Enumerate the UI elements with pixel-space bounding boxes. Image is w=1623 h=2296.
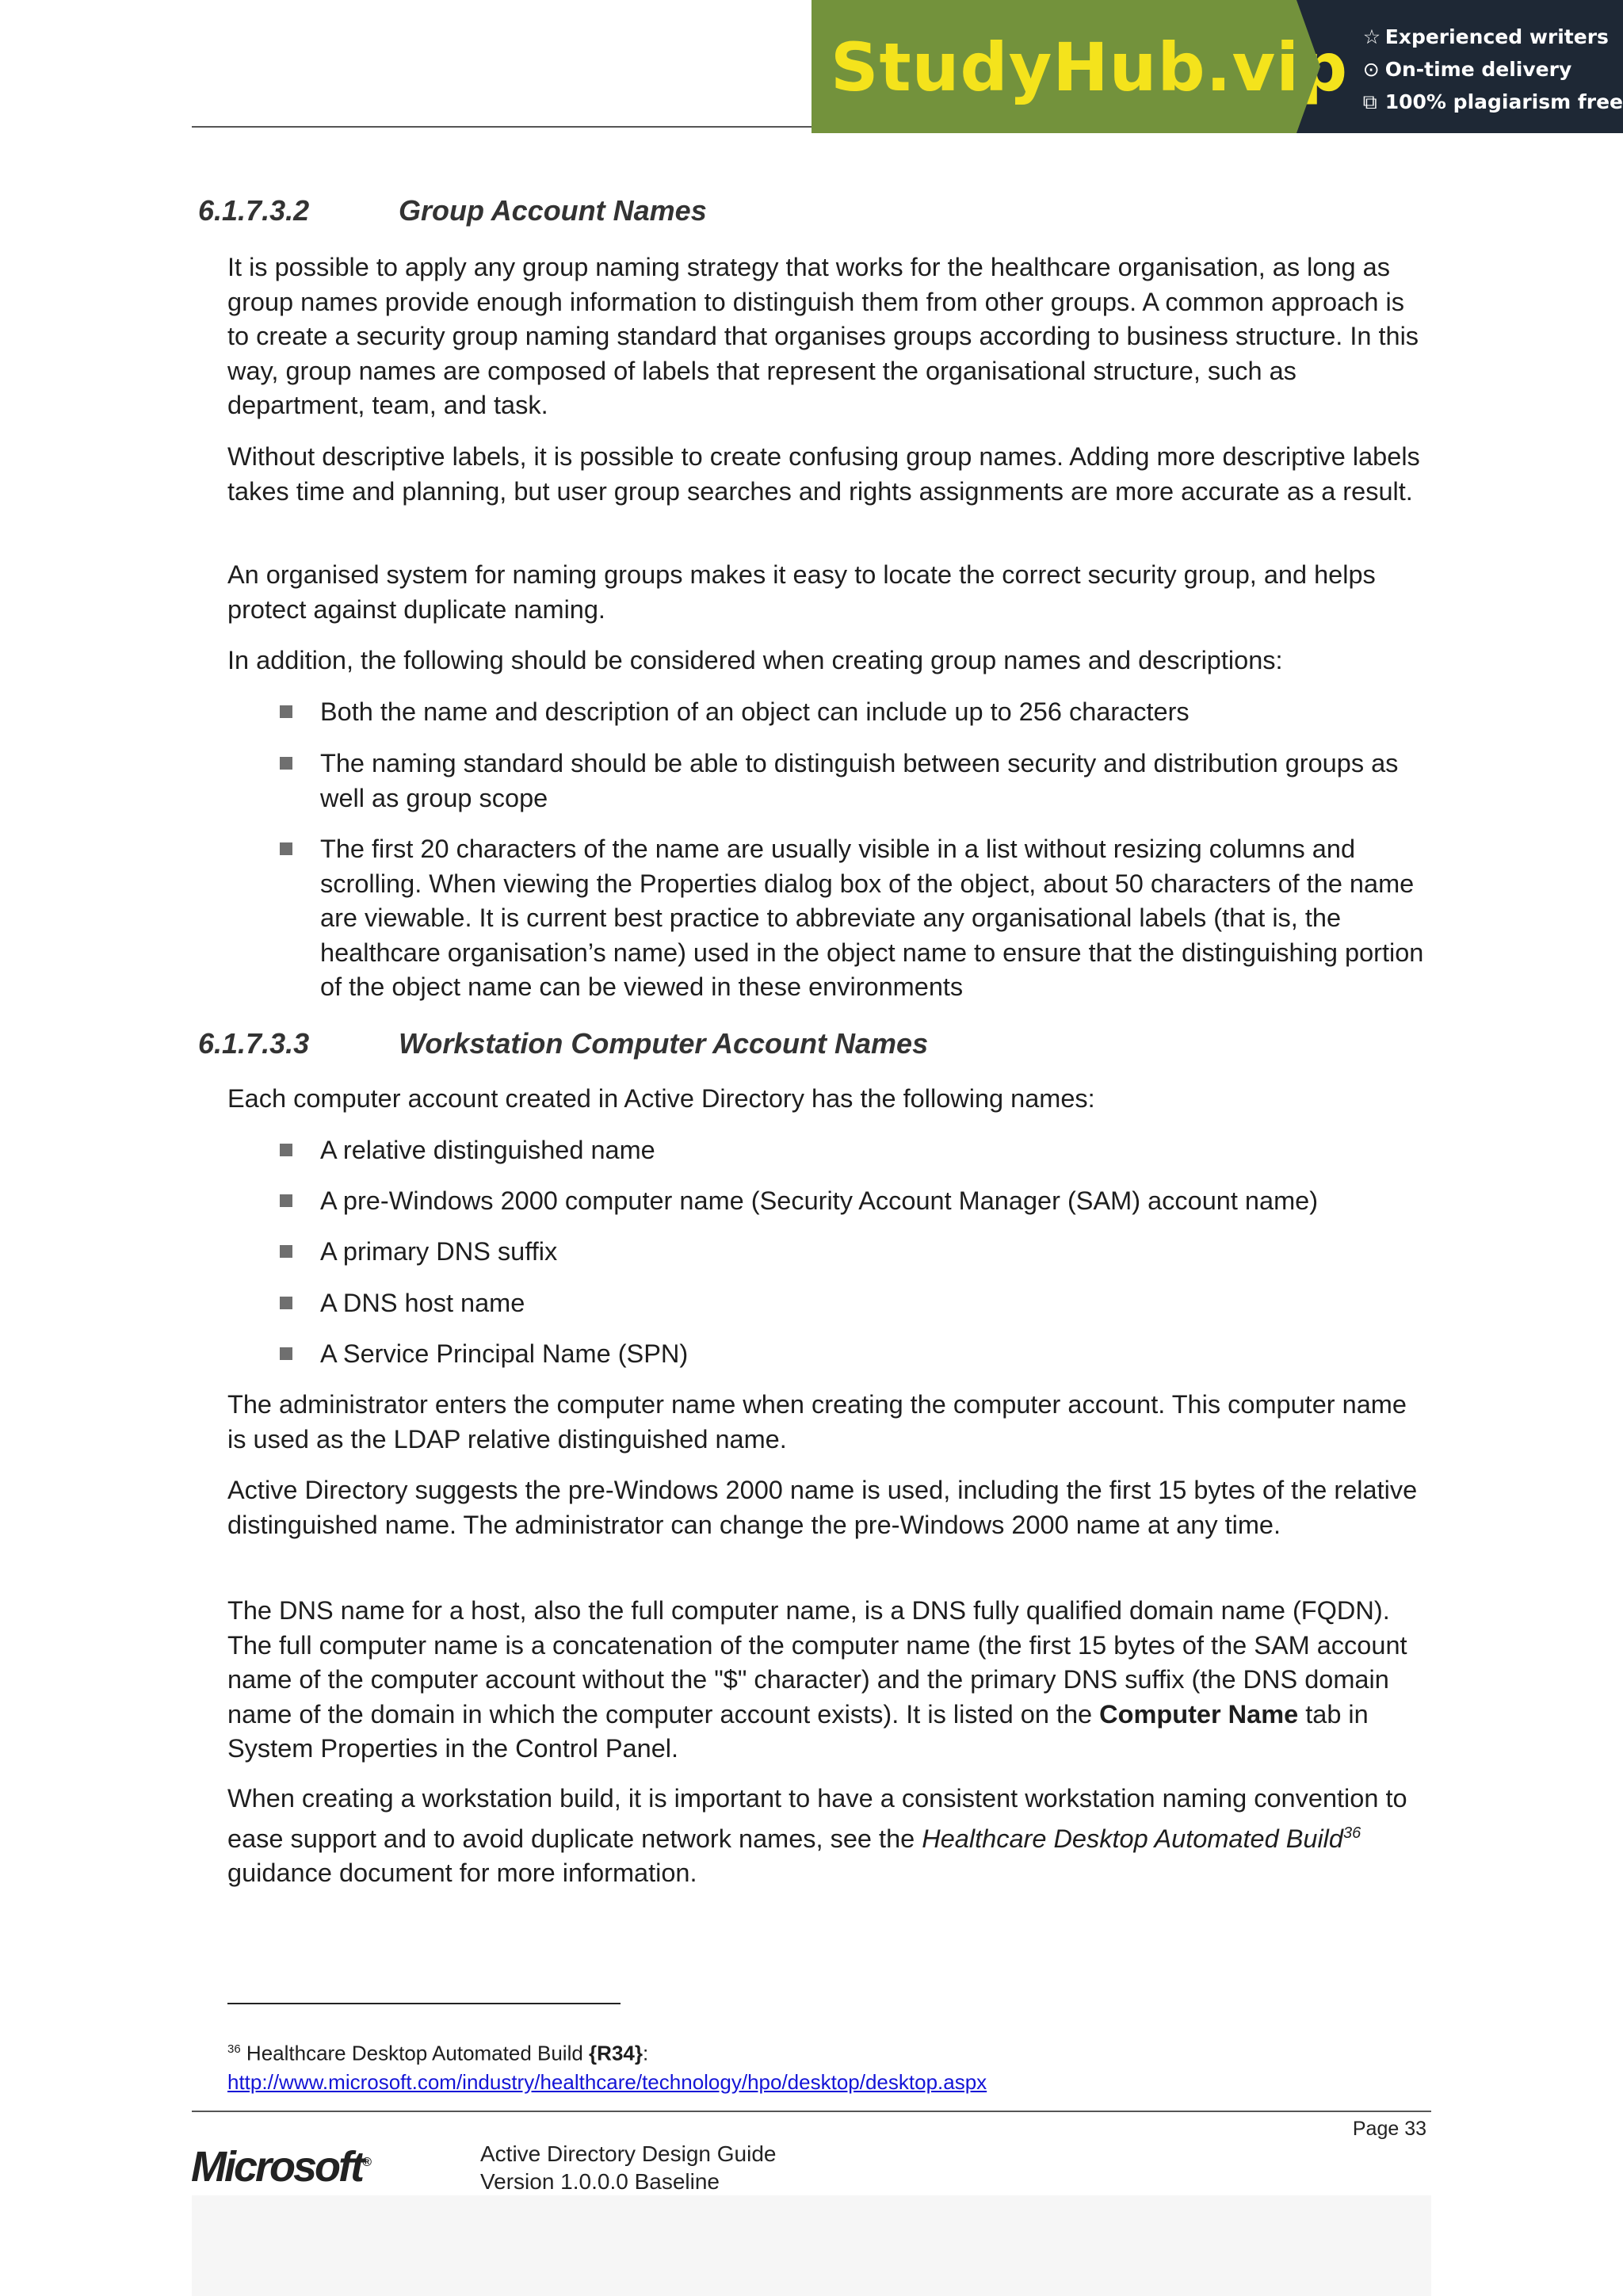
- footnote-ref: {R34}: [589, 2041, 643, 2065]
- ad-feature: [1363, 21, 1623, 53]
- paragraph: [227, 1594, 1432, 1767]
- footnote-colon: :: [642, 2041, 649, 2065]
- ad-brand-logo[interactable]: StudyHub.vip: [831, 29, 1349, 106]
- footer-shade: [192, 2195, 1431, 2296]
- bullet-square-icon: [280, 1245, 292, 1258]
- list-item-text: The first 20 characters of the name are usually visible in a list without resizing columns and scrolling. When viewing the Properties dialog box of the object, about 50 characters of the name are viewable. It is current best practice to abbreviate any organisational labels (that is, the healthcare organisation’s name) used in the object name to ensure that the distinguishing portion of the object name can be viewed in these environments: [320, 835, 1424, 1001]
- paragraph: The administrator enters the computer name when creating the computer account. This computer name is used as the LDAP relative distinguished name.: [227, 1390, 1407, 1454]
- bullet-square-icon: [280, 1297, 292, 1309]
- footnote-link[interactable]: http://www.microsoft.com/industry/healthcare/technology/hpo/desktop/desktop.aspx: [227, 2069, 987, 2094]
- paragraph-text: The DNS name for a host, also the full computer name, is a DNS fully qualified domain name (FQDN). The full computer name is a concatenation of the computer name (the first 15 bytes of the SAM account name of the computer account without the "$" character) and the primary DNS suffix (the DNS domain name of the domain in which the computer account exists). It is listed on the: [227, 1596, 1407, 1729]
- paragraph: In addition, the following should be considered when creating group names and descriptions:: [227, 646, 1283, 674]
- logo-text: Microsoft: [191, 2143, 362, 2191]
- ad-banner[interactable]: [812, 0, 1623, 133]
- star-icon: ☆: [1362, 25, 1381, 48]
- clock-icon: ⊙: [1362, 58, 1380, 81]
- footnote: [227, 2035, 987, 2096]
- list-item-text: A Service Principal Name (SPN): [320, 1339, 689, 1368]
- paragraph: It is possible to apply any group naming strategy that works for the healthcare organisation, as long as group names provide enough information to distinguish them from other groups. A common approach is to create a security group naming standard that organises groups according to business structure. In this way, group names are composed of labels that represent the organisational structure, such as department, team, and task.: [227, 253, 1419, 419]
- document-version: Version 1.0.0.0 Baseline: [480, 2169, 720, 2194]
- section-heading: [198, 1027, 928, 1060]
- ad-arrow: [1296, 0, 1320, 133]
- footer-document-info: [480, 2140, 776, 2195]
- paragraph-text: tab in System Properties in the Control Panel.: [227, 1699, 1369, 1763]
- paragraph: Without descriptive labels, it is possible to create confusing group names. Adding more descriptive labels takes time and planning, but user group searches and rights assignments are more accurate as a result.: [227, 442, 1420, 506]
- footer-rule: [192, 2111, 1431, 2112]
- list-item-text: A DNS host name: [320, 1289, 525, 1317]
- ad-feature: [1363, 53, 1623, 86]
- list-item: [280, 1184, 1437, 1219]
- footnote-text: Healthcare Desktop Automated Build: [240, 2041, 590, 2065]
- paragraph-text: When creating a workstation build, it is important to have a consistent workstation naming convention to ease support and to avoid duplicate network names, see the: [227, 1784, 1407, 1853]
- bullet-square-icon: [280, 757, 292, 770]
- section-number: 6.1.7.3.3: [198, 1027, 310, 1060]
- list-item-text: A pre-Windows 2000 computer name (Security Account Manager (SAM) account name): [320, 1186, 1319, 1215]
- ad-feature-text: Experienced writers: [1384, 25, 1609, 48]
- list-item: [280, 695, 1437, 730]
- list-item-text: A relative distinguished name: [320, 1136, 655, 1164]
- page-number: Page 33: [1352, 2118, 1426, 2140]
- ad-feature: [1363, 86, 1623, 118]
- list-item: [280, 1286, 1437, 1321]
- bullet-square-icon: [280, 842, 292, 855]
- list-item-text: A primary DNS suffix: [320, 1237, 558, 1266]
- ad-feature-text: 100% plagiarism free: [1384, 90, 1623, 113]
- section-title: Group Account Names: [399, 194, 707, 227]
- section-heading: [198, 194, 707, 227]
- registered-mark: ®: [362, 2156, 372, 2169]
- list-item-text: The naming standard should be able to distinguish between security and distribution groups as well as group scope: [320, 749, 1399, 812]
- footnote-number: 36: [227, 2042, 241, 2056]
- list-item: [280, 1235, 1437, 1270]
- bullet-square-icon: [280, 1194, 292, 1207]
- bullet-square-icon: [280, 705, 292, 718]
- list-item: [280, 832, 1437, 1005]
- copy-icon: ⧉: [1362, 90, 1377, 113]
- bold-term: Computer Name: [1099, 1699, 1299, 1729]
- paragraph: Each computer account created in Active Directory has the following names:: [227, 1084, 1095, 1113]
- ad-feature-text: On-time delivery: [1384, 58, 1572, 81]
- paragraph: An organised system for naming groups makes it easy to locate the correct security group, and helps protect against duplicate naming.: [227, 560, 1376, 624]
- list-item-text: Both the name and description of an object can include up to 256 characters: [320, 697, 1190, 726]
- paragraph-text: guidance document for more information.: [227, 1858, 697, 1887]
- ad-brand-panel[interactable]: [812, 0, 1349, 133]
- list-item: [280, 1337, 1437, 1372]
- paragraph: Active Directory suggests the pre-Windows 2000 name is used, including the first 15 bytes of the relative distinguished name. The administrator can change the pre-Windows 2000 name at any time.: [227, 1476, 1418, 1539]
- paragraph: [227, 1782, 1432, 1890]
- document-reference: Healthcare Desktop Automated Build: [922, 1824, 1343, 1853]
- footnote-marker[interactable]: 36: [1342, 1824, 1361, 1842]
- section-number: 6.1.7.3.2: [198, 194, 310, 227]
- footnote-separator: [227, 2003, 621, 2004]
- bullet-square-icon: [280, 1347, 292, 1360]
- list-item: [280, 1133, 1437, 1168]
- bullet-square-icon: [280, 1144, 292, 1156]
- list-item: [280, 747, 1437, 816]
- header-rule: [192, 126, 812, 128]
- section-title: Workstation Computer Account Names: [399, 1027, 929, 1060]
- document-title: Active Directory Design Guide: [480, 2141, 777, 2166]
- microsoft-logo: [191, 2142, 372, 2191]
